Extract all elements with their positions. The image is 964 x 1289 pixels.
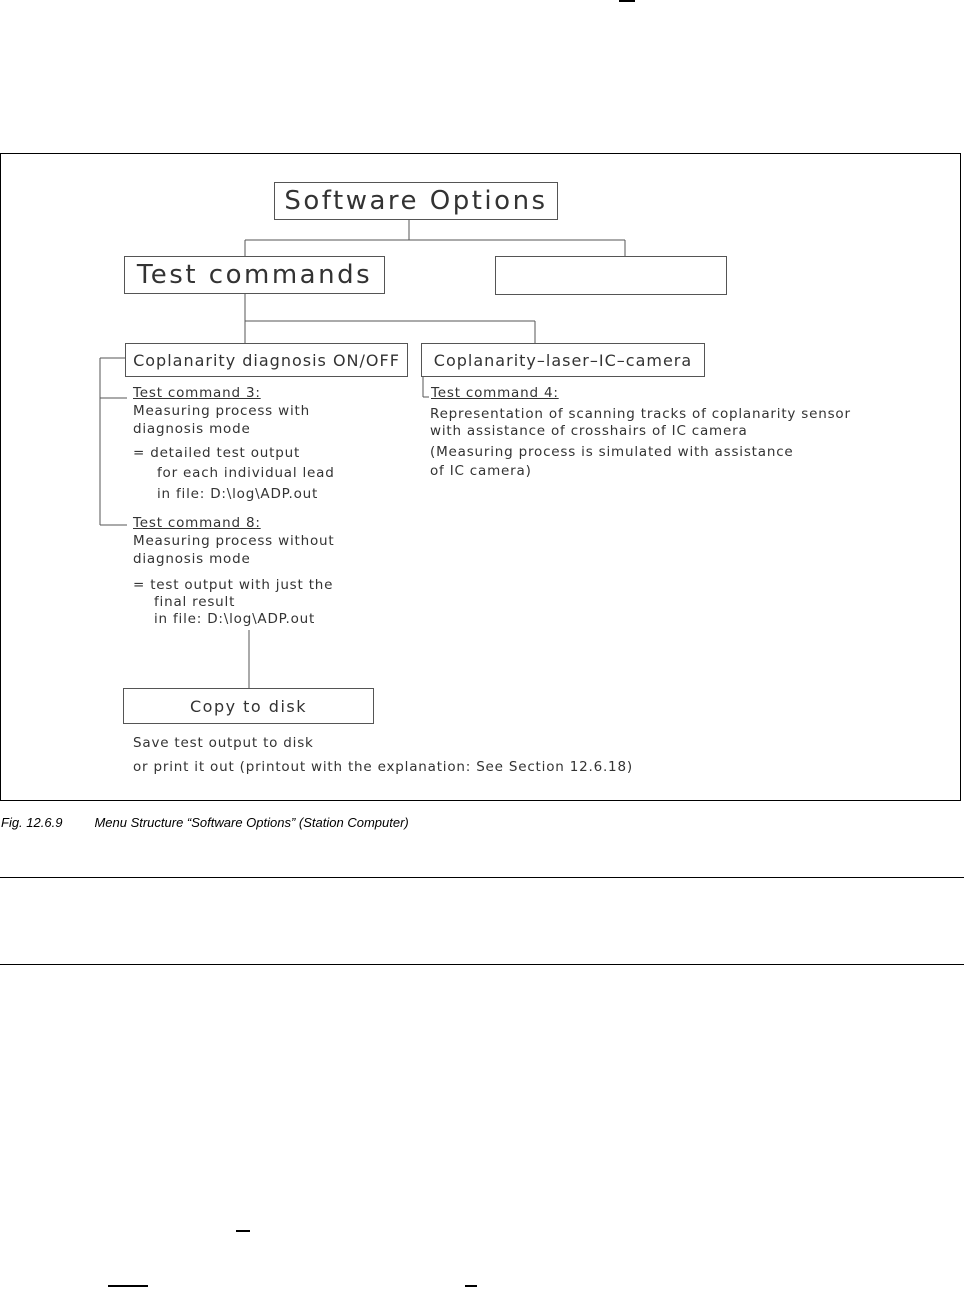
software-options-node: Software Options [274, 182, 558, 220]
test-command-3-line: Measuring process with [133, 403, 310, 419]
test-command-8-line: diagnosis mode [133, 551, 251, 567]
test-command-4-line: Representation of scanning tracks of coplanarity sensor [430, 406, 851, 422]
coplanarity-camera-node: Coplanarity–laser–IC–camera [421, 343, 705, 377]
test-command-8-result-line: final result [154, 594, 236, 610]
page-mark-bottom [236, 1230, 250, 1232]
test-command-3-heading: Test command 3: [133, 385, 261, 401]
test-command-3-result-line: in file: D:\log\ADP.out [157, 486, 319, 502]
copy-to-disk-node: Copy to disk [123, 688, 374, 724]
coplanarity-diagnosis-node: Coplanarity diagnosis ON/OFF [125, 343, 408, 377]
test-command-4-note-line: (Measuring process is simulated with assistance [430, 444, 794, 460]
test-command-8-heading: Test command 8: [133, 515, 261, 531]
test-command-8-result-line: in file: D:\log\ADP.out [154, 611, 316, 627]
figure-title: Menu Structure “Software Options” (Station Computer) [94, 815, 409, 830]
page-mark-bottom [465, 1285, 477, 1287]
test-command-4-note-line: of IC camera) [430, 463, 532, 479]
horizontal-rule [0, 877, 964, 878]
test-commands-node: Test commands [124, 256, 385, 294]
test-command-8-line: Measuring process without [133, 533, 335, 549]
test-command-4-heading: Test command 4: [431, 385, 559, 401]
test-command-3-result-line: for each individual lead [157, 465, 335, 481]
copy-to-disk-line: Save test output to disk [133, 735, 314, 751]
copy-to-disk-line: or print it out (printout with the explanation: See Section 12.6.18) [133, 759, 633, 775]
figure-number: Fig. 12.6.9 [1, 815, 63, 830]
test-command-3-line: diagnosis mode [133, 421, 251, 437]
test-command-8-result-line: = test output with just the [133, 577, 334, 593]
horizontal-rule [0, 964, 964, 965]
page-mark-bottom [108, 1285, 148, 1287]
empty-menu-node [495, 256, 727, 295]
test-command-4-line: with assistance of crosshairs of IC camera [430, 423, 748, 439]
test-command-3-result-line: = detailed test output [133, 445, 301, 461]
figure-caption [1, 815, 409, 830]
